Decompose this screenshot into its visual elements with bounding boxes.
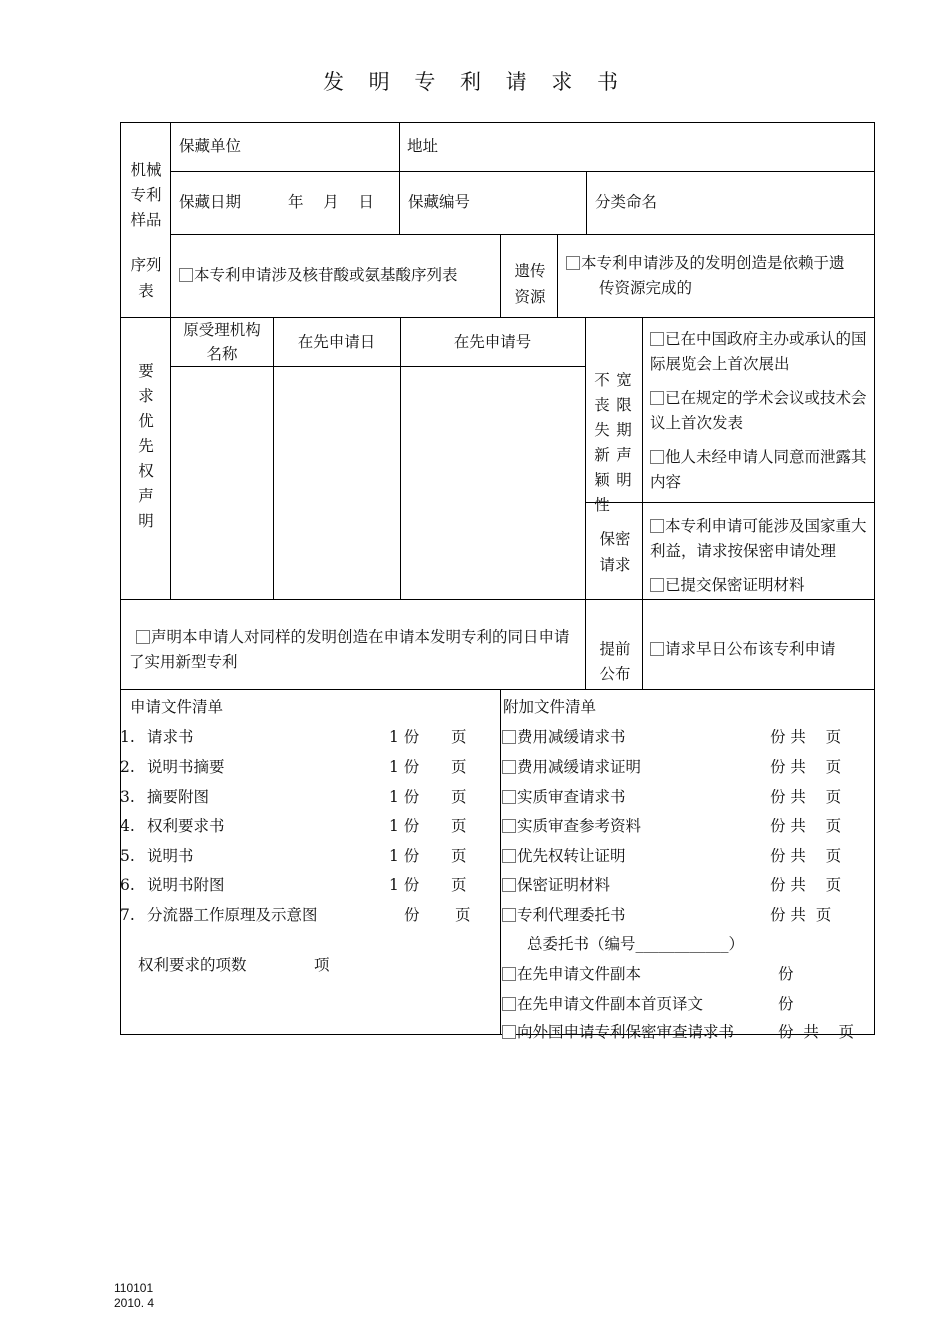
attached-item[interactable] [502, 814, 641, 839]
sequence-side-label: 序列表 [130, 256, 162, 300]
rule [120, 599, 875, 600]
checkbox[interactable] [502, 730, 516, 744]
foreign-secrecy-count: 份 共 页 [778, 1023, 855, 1041]
attached-item-count: 份 共 页 [770, 817, 842, 835]
doc-item-copies: 1 份 [389, 847, 420, 865]
doc-item-name: 说明书附图 [147, 876, 225, 894]
doc-item-number: 6. [120, 876, 135, 894]
grace-item-expo[interactable] [650, 327, 872, 377]
attached-item-count: 份 共 页 [770, 788, 842, 806]
priority-col-date: 在先申请日 [297, 333, 376, 351]
rule [170, 366, 585, 367]
priority-col-number: 在先申请号 [453, 333, 532, 351]
storage-date-units: 年 月 日 [288, 193, 374, 211]
general-power-of-attorney: 总委托书（编号____________） [527, 935, 745, 953]
prior-copy-label: 在先申请文件副本 [517, 965, 642, 983]
checkbox[interactable] [502, 908, 516, 922]
prior-translation-count: 份 [778, 995, 794, 1013]
doc-item-copies: 1 份 [389, 876, 420, 894]
checkbox[interactable] [502, 997, 516, 1011]
genetic-checkbox-row[interactable] [566, 251, 845, 276]
form-date: 2010. 4 [114, 1296, 155, 1310]
rule [500, 689, 501, 1035]
grace-item-leak[interactable] [650, 445, 872, 495]
doc-item-name: 说明书 [147, 847, 194, 865]
checkbox[interactable] [650, 450, 664, 464]
doc-item-copies: 1 份 [389, 758, 420, 776]
rule [170, 122, 171, 600]
doc-item-name: 权利要求书 [147, 817, 225, 835]
doc-item-copies: 1 份 [389, 788, 420, 806]
attached-item-name: 实质审查参考资料 [517, 817, 642, 835]
genetic-checkbox-line2: 传资源完成的 [599, 279, 693, 297]
attached-item-name: 优先权转让证明 [517, 847, 626, 865]
secrecy-item-major-interest[interactable] [650, 514, 872, 564]
doc-item-pages: 页 [451, 758, 467, 776]
page-title: 发 明 专 利 请 求 书 [322, 70, 628, 94]
attached-item[interactable] [502, 873, 610, 898]
doc-item-copies: 份 [404, 906, 420, 924]
attached-item-name: 费用减缓请求证明 [517, 758, 642, 776]
early-publish-item-label: 请求早日公布该专利申请 [665, 640, 836, 658]
same-day-declaration-text: 声明本申请人对同样的发明创造在申请本发明专利的同日申请了实用新型专利 [129, 628, 570, 671]
foreign-secrecy-label: 向外国申请专利保密审查请求书 [517, 1023, 735, 1041]
doc-item-pages: 页 [451, 788, 467, 806]
secrecy-item1-label: 本专利申请可能涉及国家重大利益，请求按保密申请处理 [650, 517, 867, 560]
early-publish-item[interactable] [650, 637, 836, 662]
storage-number-label: 保藏编号 [408, 193, 471, 211]
checkbox[interactable] [650, 332, 664, 346]
prior-copy-count: 份 [778, 965, 794, 983]
checkbox[interactable] [502, 790, 516, 804]
doc-item-name: 摘要附图 [147, 788, 210, 806]
secrecy-item2-label: 已提交保密证明材料 [665, 576, 805, 594]
attached-item[interactable] [502, 725, 626, 750]
attached-item[interactable] [502, 903, 626, 928]
checkbox[interactable] [650, 578, 664, 592]
checkbox[interactable] [502, 1025, 516, 1039]
grace-label-right: 宽限期声明 [616, 371, 632, 489]
checkbox[interactable] [502, 967, 516, 981]
attached-item[interactable] [502, 755, 641, 780]
doc-item-number: 5. [120, 847, 135, 865]
rule [586, 171, 587, 235]
genetic-checkbox-line1: 本专利申请涉及的发明创造是依赖于遗 [581, 254, 845, 272]
checkbox[interactable] [502, 849, 516, 863]
doc-item-number: 1. [120, 728, 135, 746]
claims-count-label: 权利要求的项数 [138, 956, 247, 974]
rule [273, 317, 274, 600]
attached-item[interactable] [502, 785, 626, 810]
foreign-secrecy-row [500, 1018, 874, 1041]
address-label: 地址 [407, 137, 439, 155]
grace-label [588, 368, 640, 514]
doc-item-pages: 页 [451, 847, 467, 865]
rule [170, 234, 875, 235]
checkbox[interactable] [650, 519, 664, 533]
rule [399, 122, 400, 235]
checkbox[interactable] [502, 819, 516, 833]
rule [170, 171, 875, 172]
rule [585, 317, 586, 690]
attached-item[interactable] [502, 844, 626, 869]
doc-item-number: 3. [120, 788, 135, 806]
doc-list-header: 申请文件清单 [130, 698, 224, 716]
attached-item-count: 份 共 页 [770, 847, 842, 865]
doc-item-number: 2. [120, 758, 135, 776]
doc-item-name: 请求书 [147, 728, 194, 746]
attached-item-count: 份 共 页 [770, 906, 832, 924]
rule [585, 502, 875, 503]
checkbox[interactable] [650, 391, 664, 405]
genetic-resource-label: 遗传资源 [514, 262, 546, 306]
secrecy-label: 保密请求 [599, 530, 631, 574]
checkbox[interactable] [502, 760, 516, 774]
checkbox[interactable] [650, 642, 664, 656]
doc-item-number: 4. [120, 817, 135, 835]
priority-side-label: 要求优先权声明 [138, 362, 154, 530]
grace-item-expo-label: 已在中国政府主办或承认的国际展览会上首次展出 [650, 330, 867, 373]
attached-item-name: 保密证明材料 [517, 876, 611, 894]
checkbox[interactable] [136, 630, 150, 644]
prior-translation-label: 在先申请文件副本首页译文 [517, 995, 704, 1013]
grace-item-conference[interactable] [650, 386, 872, 436]
claims-count-unit: 项 [314, 956, 330, 974]
doc-item-pages: 页 [451, 817, 467, 835]
rule [642, 317, 643, 690]
priority-col-office: 原受理机构名称 [183, 321, 261, 363]
attached-item-count: 份 共 页 [770, 758, 842, 776]
checkbox[interactable] [502, 878, 516, 892]
storage-date-label: 保藏日期 [179, 193, 242, 211]
grace-item-leak-label: 他人未经申请人同意而泄露其内容 [650, 448, 867, 491]
attached-item-name: 专利代理委托书 [517, 906, 626, 924]
doc-item-pages: 页 [451, 876, 467, 894]
attached-item-count: 份 共 页 [770, 876, 842, 894]
rule [400, 317, 401, 600]
foreign-secrecy-item[interactable] [502, 1020, 734, 1045]
doc-item-name: 说明书摘要 [147, 758, 225, 776]
doc-item-copies: 1 份 [389, 817, 420, 835]
rule [557, 234, 558, 318]
sequence-checkbox-row[interactable] [179, 263, 458, 288]
secrecy-item-proof[interactable] [650, 573, 805, 598]
rule [500, 234, 501, 318]
attached-item-name: 费用减缓请求书 [517, 728, 626, 746]
rule [120, 689, 875, 690]
attached-item-name: 实质审查请求书 [517, 788, 626, 806]
attached-list-header: 附加文件清单 [503, 698, 597, 716]
grace-label-left: 不丧失新颖性 [594, 371, 610, 514]
doc-item-number: 7. [120, 906, 135, 924]
grace-item-conference-label: 已在规定的学术会议或技术会议上首次发表 [650, 389, 867, 432]
storage-unit-label: 保藏单位 [179, 137, 242, 155]
sample-side-label: 机械专利样品 [130, 161, 162, 229]
doc-item-copies: 1 份 [389, 728, 420, 746]
doc-item-pages: 页 [451, 728, 467, 746]
prior-translation-item[interactable] [502, 992, 703, 1017]
early-publish-label: 提前公布 [599, 640, 631, 683]
doc-item-name: 分流器工作原理及示意图 [147, 906, 318, 924]
checkbox[interactable] [566, 256, 580, 270]
doc-item-pages: 页 [455, 906, 471, 924]
form-code: 110101 [114, 1281, 154, 1295]
checkbox[interactable] [179, 268, 193, 282]
prior-copy-item[interactable] [502, 962, 641, 987]
same-day-declaration[interactable] [129, 625, 581, 675]
classification-label: 分类命名 [595, 193, 658, 211]
sequence-checkbox-label: 本专利申请涉及核苷酸或氨基酸序列表 [194, 266, 458, 284]
attached-item-count: 份 共 页 [770, 728, 842, 746]
